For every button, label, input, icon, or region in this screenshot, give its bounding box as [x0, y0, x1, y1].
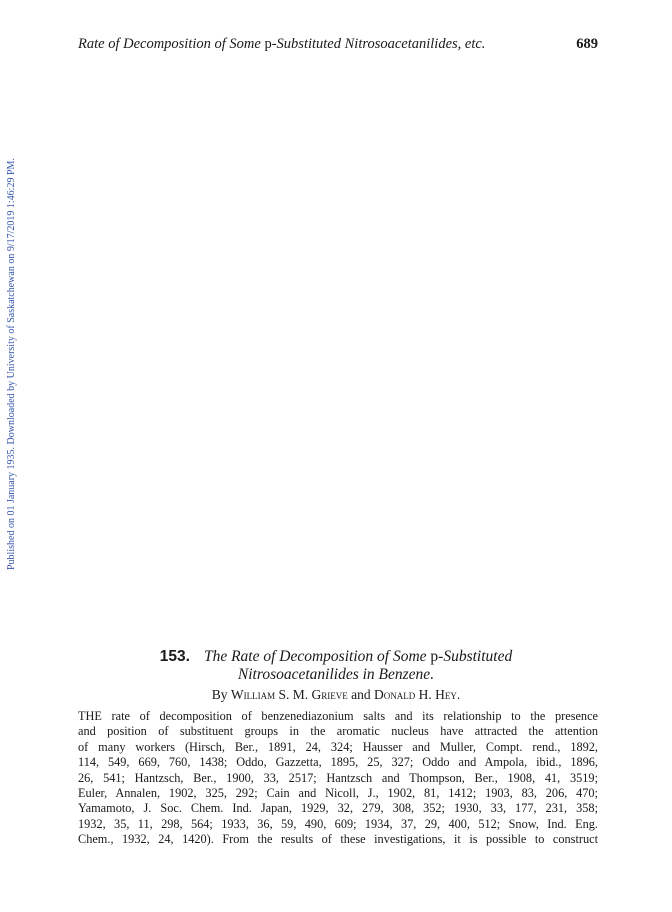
title-part-b: -Substituted — [438, 648, 513, 665]
running-head-p: p — [264, 36, 272, 52]
title-part-a: The Rate of Decomposition of Some — [203, 648, 431, 665]
article-number: 153. — [159, 648, 190, 665]
author-2: Donald H. Hey. — [374, 687, 461, 702]
authors-and: and — [351, 687, 371, 702]
page-number: 689 — [576, 36, 598, 52]
body-line: of many workers (Hirsch, Ber., 1891, 24, 324; Hausser and Muller, Compt. rend., 1892, — [78, 739, 598, 754]
article-title — [0, 648, 672, 684]
running-head-prefix: Rate of Decomposition of Some — [78, 36, 265, 52]
body-line: 1932, 35, 11, 298, 564; 1933, 36, 59, 490, 609; 1934, 37, 29, 400, 512; Snow, Ind. Eng. — [78, 816, 598, 831]
body-line: 26, 541; Hantzsch, Ber., 1900, 33, 2517; Hantzsch and Thompson, Ber., 1908, 41, 3519; — [78, 770, 598, 785]
authors-by: By — [211, 687, 228, 702]
running-head-suffix: -Substituted Nitrosoacetanilides, etc. — [271, 36, 486, 52]
body-line: Chem., 1932, 24, 1420). From the results of these investigations, it is possible to construct — [78, 832, 598, 847]
title-part-p: p — [430, 648, 439, 665]
body-line: 114, 549, 669, 760, 1438; Oddo, Gazzetta, 1895, 25, 327; Oddo and Ampola, ibid., 1896, — [78, 755, 598, 770]
article-title-line1 — [0, 648, 672, 666]
body-line: Euler, Annalen, 1902, 325, 292; Cain and Nicoll, J., 1902, 81, 1412; 1903, 83, 206, 470; — [78, 786, 598, 801]
body-text — [78, 709, 598, 848]
running-head — [78, 36, 598, 53]
download-notice: Published on 01 January 1935. Downloaded by University of Saskatchewan on 9/17/2019 1:46:29 PM. — [6, 158, 17, 570]
article-title-line2: Nitrosoacetanilides in Benzene. — [237, 666, 435, 683]
body-line: Yamamoto, J. Soc. Chem. Ind. Japan, 1929, 32, 279, 308, 352; 1930, 33, 177, 231, 358; — [78, 801, 598, 816]
body-line: THE rate of decomposition of benzenediazonium salts and its relationship to the presence — [78, 709, 598, 723]
author-1: William S. M. Grieve — [230, 687, 348, 702]
authors — [0, 687, 672, 703]
body-line: and position of substituent groups in the aromatic nucleus have attracted the attention — [78, 724, 598, 739]
side-note — [2, 130, 20, 570]
